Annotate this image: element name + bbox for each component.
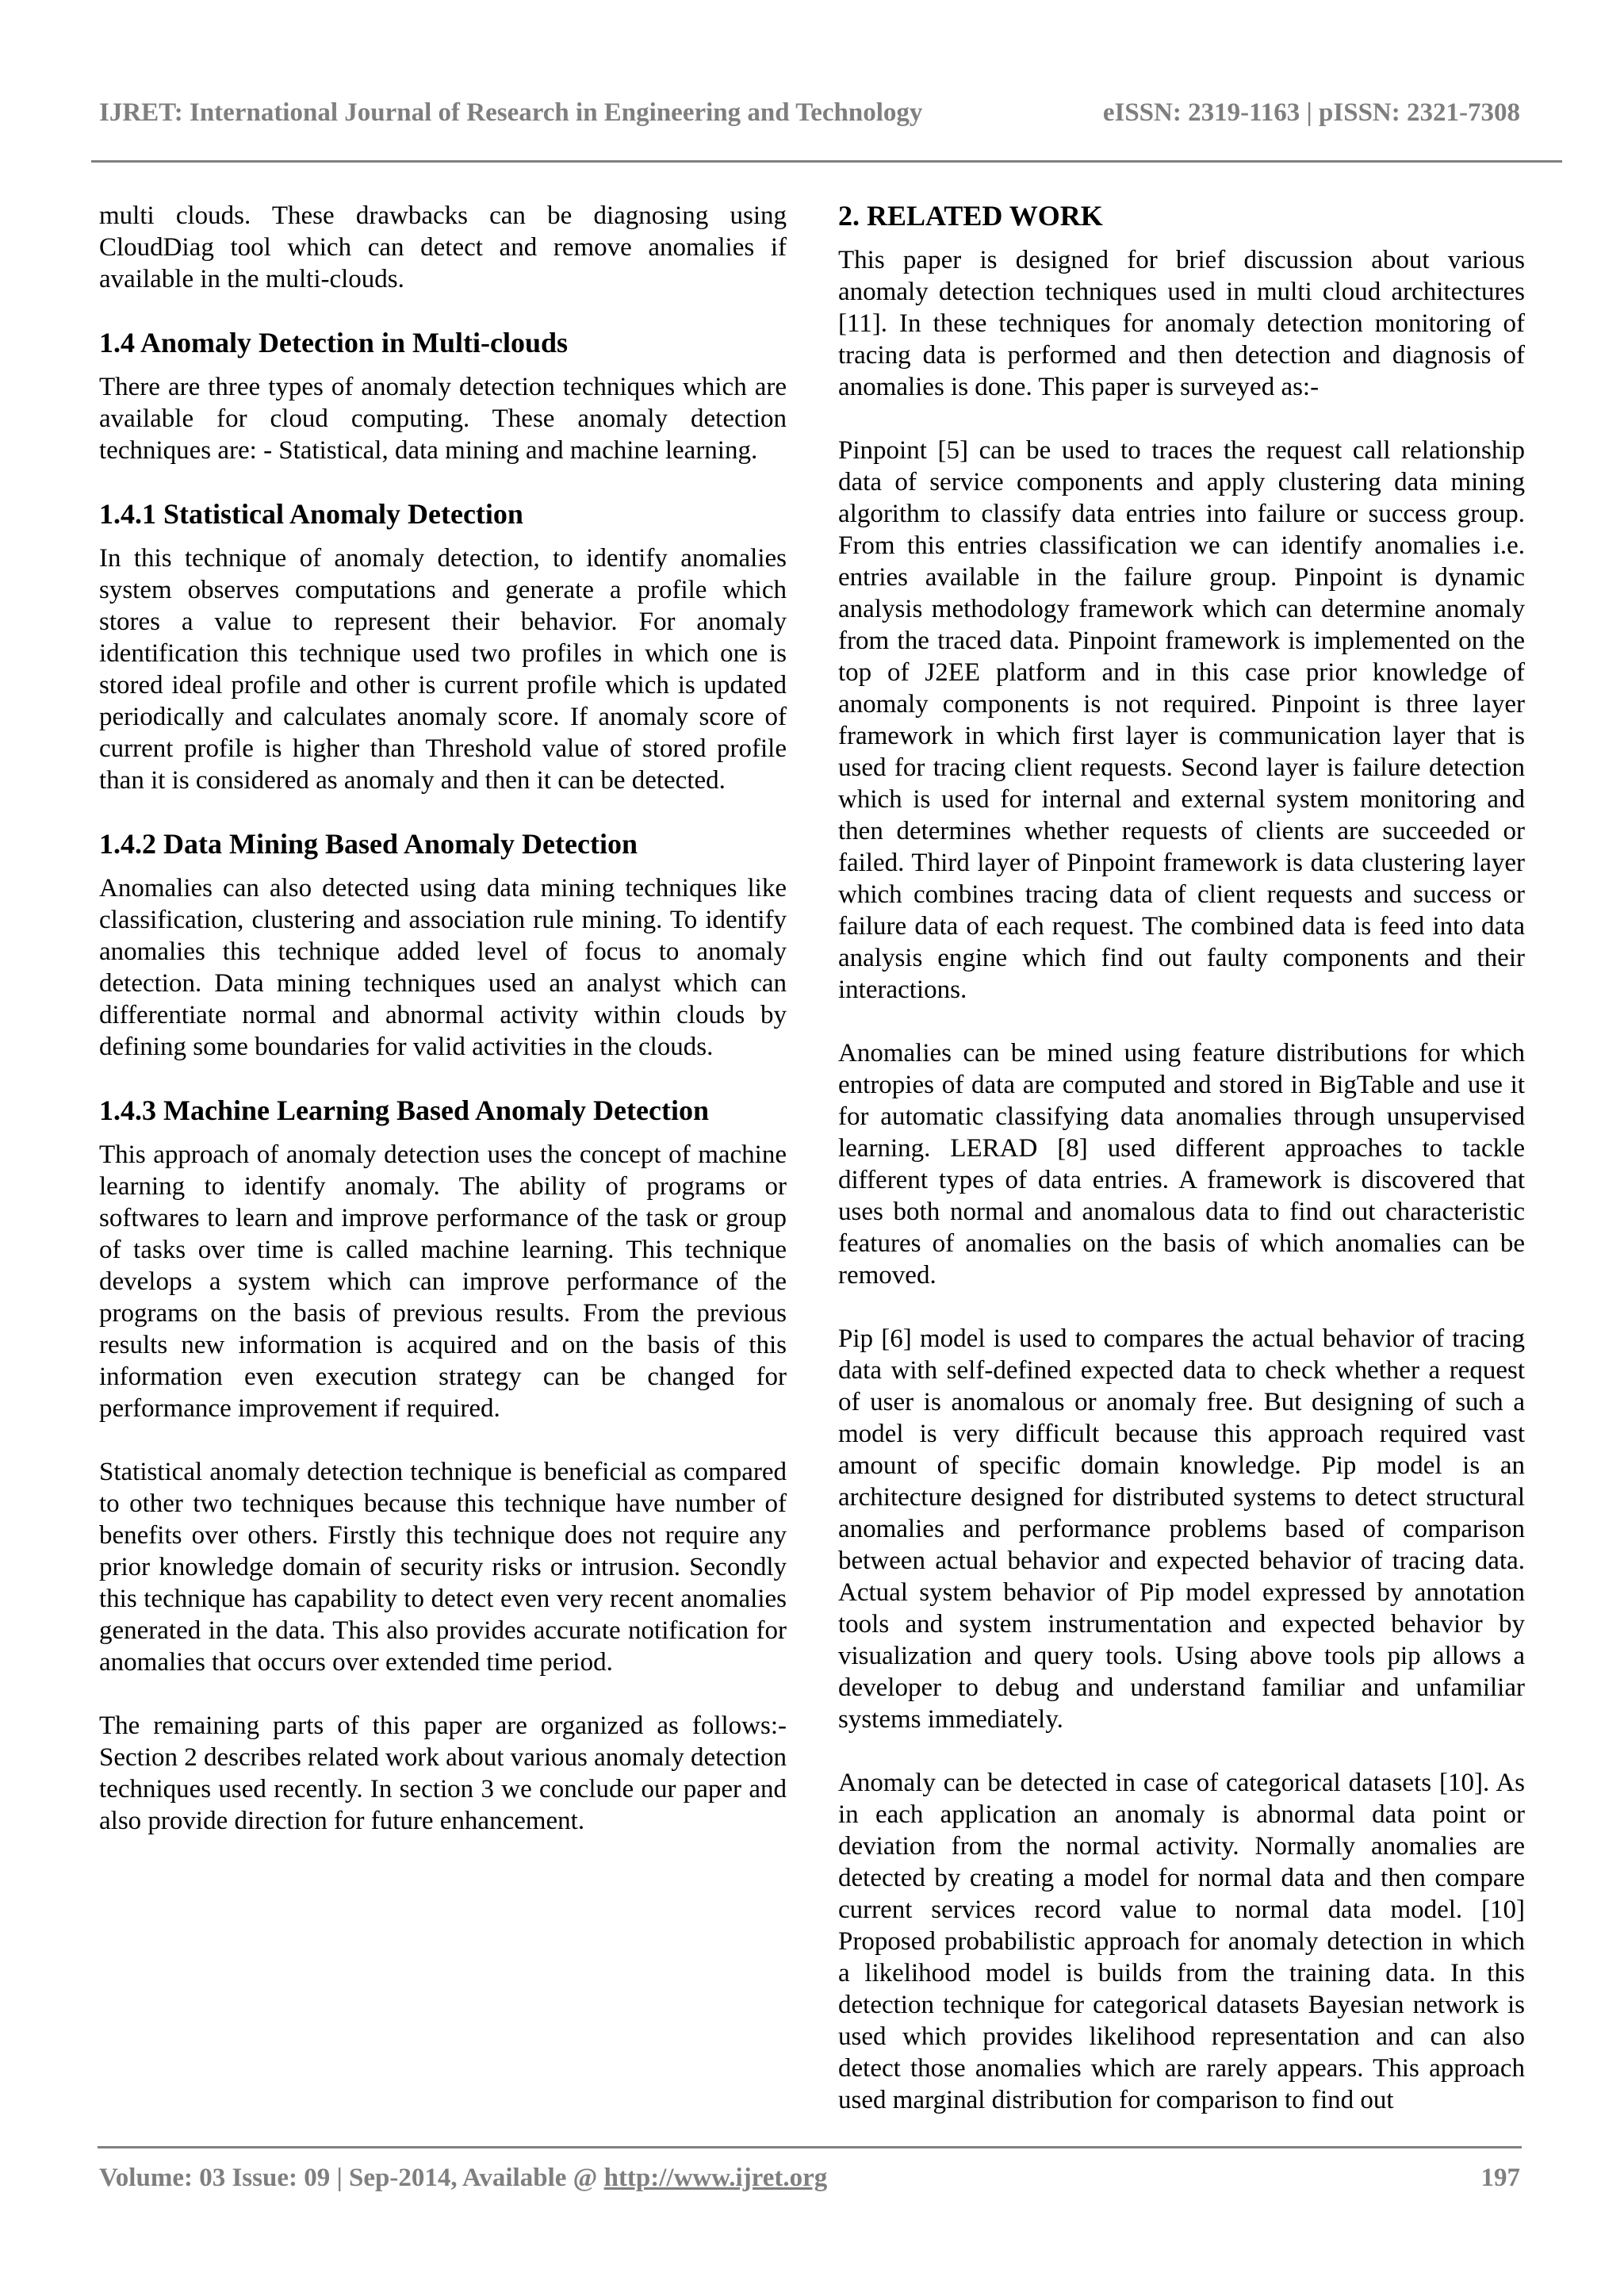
paragraph-gap (838, 1735, 1525, 1767)
section-1-4-1-paragraph: In this technique of anomaly detection, to identify anomalies system observes computations and generate a profile which stores a value to represent their behavior. For anomaly identification this technique used two profiles in which one is stored ideal profile and other is current profile which is updated periodically and calculates anomaly score. If anomaly score of current profile is higher than Threshold value of stored profile than it is considered as anomaly and then it can be detected. (99, 544, 787, 795)
section-heading-1-4-2: 1.4.2 Data Mining Based Anomaly Detection (99, 828, 638, 860)
paragraph-gap (99, 1678, 787, 1710)
page-number: 197 (1480, 2164, 1520, 2192)
section-1-4-paragraph: There are three types of anomaly detection techniques which are available for cloud computing. These anomaly detection techniques are: - Statistical, data mining and machine learning. (99, 373, 787, 465)
footer-divider (98, 2146, 1522, 2148)
section-2-paragraph-1: This paper is designed for brief discussion about various anomaly detection techniques used in multi cloud architectures [11]. In these techniques for anomaly detection monitoring of tracing data is performed and then detection and diagnosis of anomalies is done. This paper is surveyed as:- (838, 246, 1525, 401)
section-heading-1-4-1: 1.4.1 Statistical Anomaly Detection (99, 498, 523, 530)
paragraph-gap (838, 403, 1525, 435)
journal-website-link[interactable]: http://www.ijret.org (603, 2164, 828, 2192)
section-2-paragraph-4: Pip [6] model is used to compares the actual behavior of tracing data with self-defined expected data to check whether a request of user is anomalous or anomaly free. But designing of such a model is very difficult because this approach required vast amount of specific domain knowledge. Pip model is an architecture designed for distributed systems to detect structural anomalies and performance problems based of comparison between actual behavior and expected behavior of tracing data. Actual system behavior of Pip model expressed by annotation tools and system instrumentation and expected behavior by visualization and query tools. Using above tools pip allows a developer to debug and understand familiar and unfamiliar systems immediately. (838, 1324, 1525, 1734)
section-2-paragraph-2: Pinpoint [5] can be used to traces the request call relationship data of service components and apply clustering data mining algorithm to classify data entries into failure or success group. From this entries classification we can identify anomalies i.e. entries available in the failure group. Pinpoint is dynamic analysis methodology framework which can determine anomaly from the traced data. Pinpoint framework is implemented on the top of J2EE platform and in this case prior knowledge of anomaly components is not required. Pinpoint is three layer framework in which first layer is communication layer that is used for tracing client requests. Second layer is failure detection which is used for internal and external system monitoring and then determines whether requests of clients are succeeded or failed. Third layer of Pinpoint framework is data clustering layer which combines tracing data of client requests and success or failure data of each request. The combined data is feed into data analysis engine which find out faulty components and their interactions. (838, 436, 1525, 1004)
left-column (99, 200, 787, 1837)
paragraph-gap (99, 1424, 787, 1456)
section-heading-1-4: 1.4 Anomaly Detection in Multi-clouds (99, 327, 568, 358)
volume-info (99, 2164, 827, 2193)
section-1-4-3-paragraph-1: This approach of anomaly detection uses the concept of machine learning to identify anomaly. The ability of programs or softwares to learn and improve performance of the task or group of tasks over time is called machine learning. This technique develops a system which can improve performance of the programs on the basis of previous results. From the previous results new information is acquired and on the basis of this information even execution strategy can be changed for performance improvement if required. (99, 1140, 787, 1423)
section-2-paragraph-3: Anomalies can be mined using feature distributions for which entropies of data are computed and stored in BigTable and use it for automatic classifying data anomalies through unsupervised learning. LERAD [8] used different approaches to tackle different types of data entries. A framework is discovered that uses both normal and anomalous data to find out characteristic features of anomalies on the basis of which anomalies can be removed. (838, 1039, 1525, 1290)
section-1-4-2-paragraph: Anomalies can also detected using data mining techniques like classification, clustering and association rule mining. To identify anomalies this technique added level of focus to anomaly detection. Data mining techniques used an analyst which can differentiate normal and abnormal activity within clouds by defining some boundaries for valid activities in the clouds. (99, 874, 787, 1061)
paragraph-gap (838, 1291, 1525, 1323)
right-column (838, 200, 1525, 2116)
section-1-4-3-paragraph-2: Statistical anomaly detection technique is beneficial as compared to other two techniques because this technique have number of benefits over others. Firstly this technique does not require any prior knowledge domain of security risks or intrusion. Secondly this technique has capability to detect even very recent anomalies generated in the data. This also provides accurate notification for anomalies that occurs over extended time period. (99, 1458, 787, 1677)
journal-title: IJRET: International Journal of Research in Engineering and Technology (99, 98, 923, 127)
volume-text: Volume: 03 Issue: 09 | Sep-2014, Available @ (99, 2164, 604, 2192)
section-2-paragraph-5: Anomaly can be detected in case of categorical datasets [10]. As in each application an anomaly is abnormal data point or deviation from the normal activity. Normally anomalies are detected by creating a model for normal data and then compare current services record value to normal data model. [10] Proposed probabilistic approach for anomaly detection in which a likelihood model is builds from the training data. In this detection technique for categorical datasets Bayesian network is used which provides likelihood representation and can also detect those anomalies which are rarely appears. This approach used marginal distribution for comparison to find out (838, 1769, 1525, 2114)
section-heading-2: 2. RELATED WORK (838, 200, 1103, 232)
section-1-4-3-paragraph-3: The remaining parts of this paper are organized as follows:- Section 2 describes related work about various anomaly detection techniques used recently. In section 3 we conclude our paper and also provide direction for future enhancement. (99, 1711, 787, 1835)
header-divider (91, 160, 1562, 163)
issn-info: eISSN: 2319-1163 | pISSN: 2321-7308 (1102, 98, 1520, 127)
intro-paragraph: multi clouds. These drawbacks can be diagnosing using CloudDiag tool which can detect and remove anomalies if available in the multi-clouds. (99, 201, 787, 293)
running-footer (99, 2164, 1520, 2198)
section-heading-1-4-3: 1.4.3 Machine Learning Based Anomaly Detection (99, 1094, 709, 1126)
paragraph-gap (838, 1006, 1525, 1037)
running-header (99, 98, 1520, 133)
